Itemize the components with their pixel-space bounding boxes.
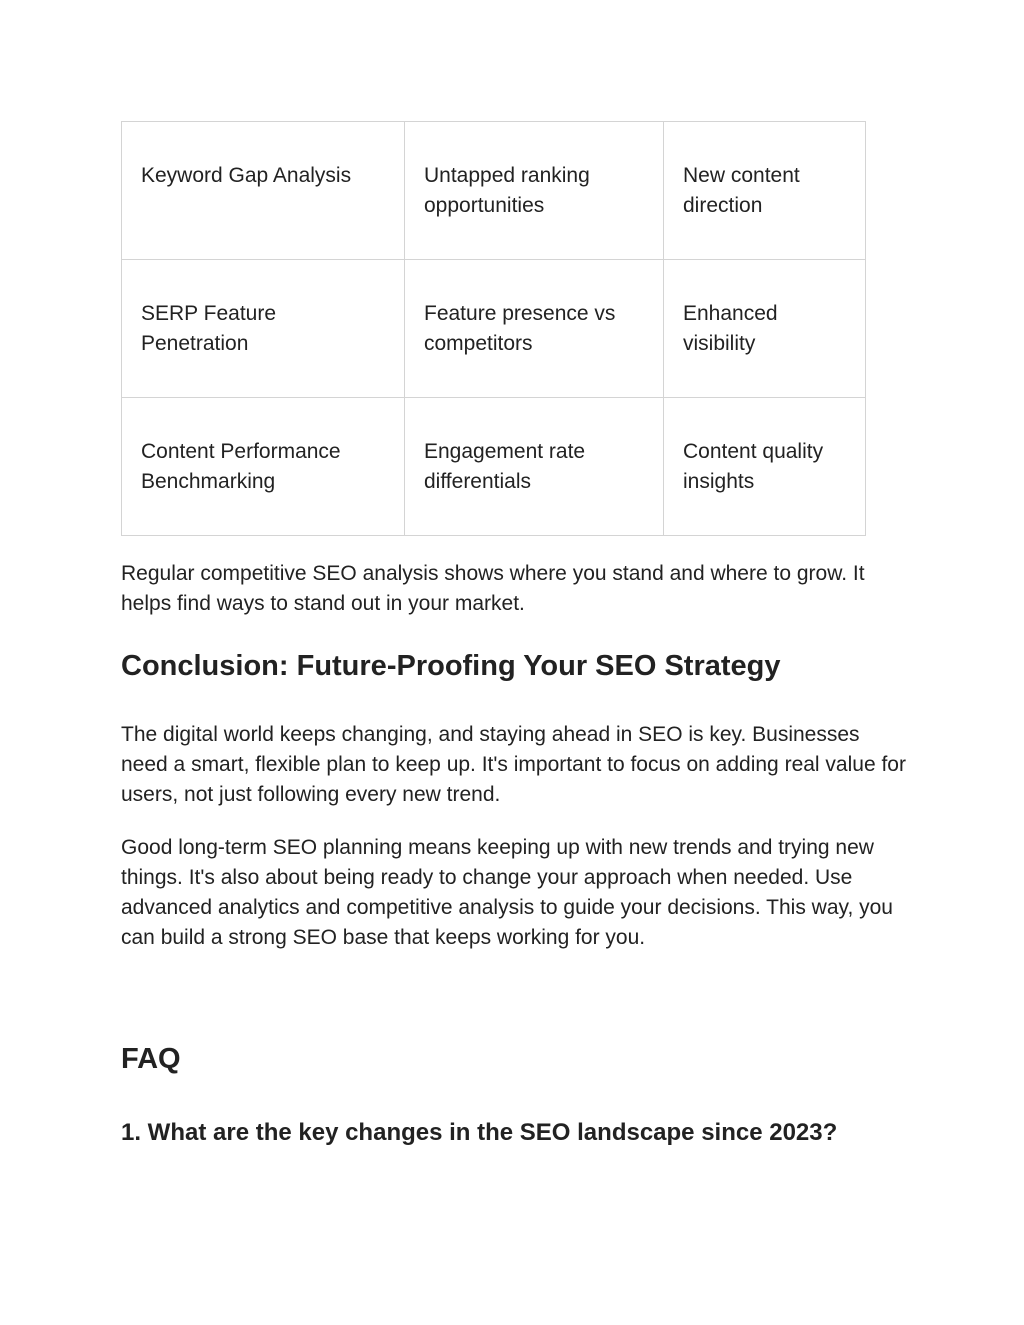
table-cell [664, 260, 866, 398]
table-row [122, 398, 866, 536]
table-cell [664, 122, 866, 260]
table-cell-text: Content Performance Benchmarking [141, 440, 341, 493]
competitive-analysis-table [121, 121, 866, 536]
table-cell-text: Enhanced visibility [683, 302, 778, 355]
table-cell-text: SERP Feature Penetration [141, 302, 277, 355]
table-cell [122, 398, 405, 536]
table-cell [664, 398, 866, 536]
faq-heading: FAQ [121, 1043, 181, 1075]
table-cell [405, 260, 664, 398]
table-row [122, 260, 866, 398]
table-cell-text: Untapped ranking opportunities [424, 164, 590, 217]
paragraph-after-table: Regular competitive SEO analysis shows where you stand and where to grow. It helps find ways to stand out in your market. [121, 562, 865, 615]
table-cell [122, 122, 405, 260]
table-cell-text: Feature presence vs competitors [424, 302, 616, 355]
conclusion-heading: Conclusion: Future-Proofing Your SEO Strategy [121, 650, 781, 682]
document-page [121, 121, 911, 1150]
table-cell-text: Engagement rate differentials [424, 440, 586, 493]
table-cell-text: Keyword Gap Analysis [141, 164, 352, 187]
table-cell-text: Content quality insights [683, 440, 824, 493]
conclusion-paragraph-1: The digital world keeps changing, and staying ahead in SEO is key. Businesses need a smart, flexible plan to keep up. It's important to focus on adding real value for users, not just following every new trend. [121, 723, 906, 806]
table-cell [122, 260, 405, 398]
table-cell [405, 398, 664, 536]
faq-question-1: 1. What are the key changes in the SEO landscape since 2023? [121, 1119, 838, 1146]
conclusion-paragraph-2: Good long-term SEO planning means keeping up with new trends and trying new things. It's also about being ready to change your approach when needed. Use advanced analytics and competitive analysis to guide your decisions. This way, you can build a strong SEO base that keeps working for you. [121, 836, 893, 949]
table-cell [405, 122, 664, 260]
table-cell-text: New content direction [683, 164, 800, 217]
table-row [122, 122, 866, 260]
